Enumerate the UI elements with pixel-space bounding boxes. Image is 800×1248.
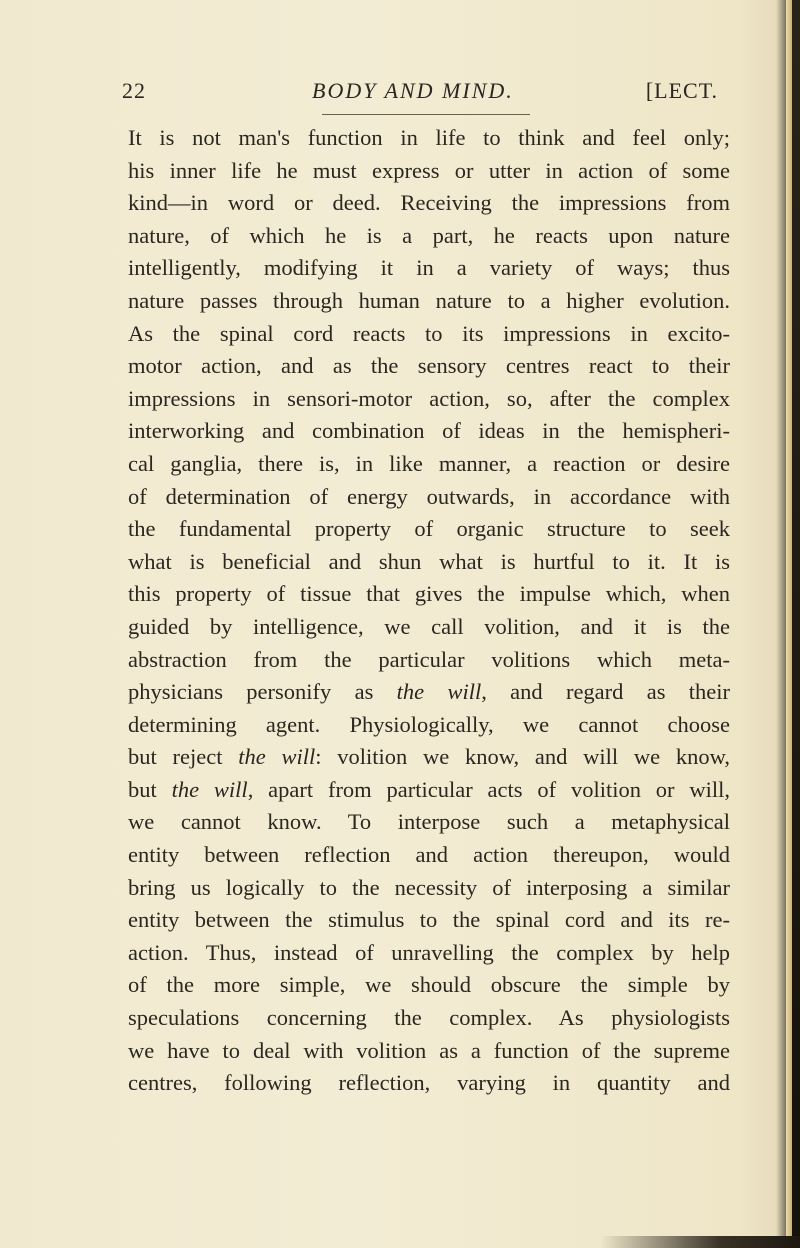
text-line: kind—in word or deed. Receiving the impressions from [128, 190, 730, 216]
text-line: It is not man's function in life to think and feel only; [128, 125, 730, 150]
text-line: determining agent. Physiologically, we cannot choose [128, 711, 730, 737]
text-line: As the spinal cord reacts to its impressions in excito- [128, 320, 730, 346]
lecture-marker: [LECT. [645, 78, 718, 103]
body-text [128, 122, 730, 1100]
text-line: of determination of energy outwards, in accordance with [128, 483, 730, 509]
text-line: abstraction from the particular volitions which meta- [128, 646, 730, 672]
page-edge-shadow [792, 0, 800, 1248]
text-line: intelligently, modifying it in a variety of ways; thus [128, 255, 730, 281]
text-line: nature passes through human nature to a higher evolution. [128, 287, 730, 313]
text-line: centres, following reflection, varying in quantity and [128, 1070, 730, 1096]
text-line: nature, of which he is a part, he reacts upon nature [128, 222, 730, 248]
text-line: his inner life he must express or utter in action of some [128, 157, 730, 183]
page-number: 22 [122, 78, 146, 103]
page-header [122, 78, 718, 108]
text-line: but reject the will: volition we know, and will we know, [128, 744, 730, 770]
header-rule [322, 114, 530, 115]
text-line: of the more simple, we should obscure the simple by [128, 972, 730, 998]
text-line: motor action, and as the sensory centres react to their [128, 353, 730, 379]
text-line: interworking and combination of ideas in the hemispheri- [128, 418, 730, 444]
bottom-edge-shadow [600, 1236, 800, 1248]
text-line: guided by intelligence, we call volition, and it is the [128, 613, 730, 639]
text-line: entity between reflection and action thereupon, would [128, 842, 730, 868]
text-line: the fundamental property of organic structure to seek [128, 516, 730, 542]
text-line: bring us logically to the necessity of interposing a similar [128, 874, 730, 900]
text-line: action. Thus, instead of unravelling the complex by help [128, 939, 730, 965]
text-line: cal ganglia, there is, in like manner, a reaction or desire [128, 450, 730, 476]
text-line: impressions in sensori-motor action, so, after the complex [128, 385, 730, 411]
text-line: entity between the stimulus to the spinal cord and its re- [128, 907, 730, 933]
running-title: BODY AND MIND. [312, 78, 514, 103]
text-line: but the will, apart from particular acts of volition or will, [128, 776, 730, 802]
text-line: we have to deal with volition as a function of the supreme [128, 1037, 730, 1063]
text-line: speculations concerning the complex. As physiologists [128, 1005, 730, 1031]
text-line: we cannot know. To interpose such a metaphysical [128, 809, 730, 835]
text-line: what is beneficial and shun what is hurtful to it. It is [128, 548, 730, 574]
text-line: this property of tissue that gives the impulse which, when [128, 581, 730, 607]
text-line: physicians personify as the will, and regard as their [128, 679, 731, 705]
